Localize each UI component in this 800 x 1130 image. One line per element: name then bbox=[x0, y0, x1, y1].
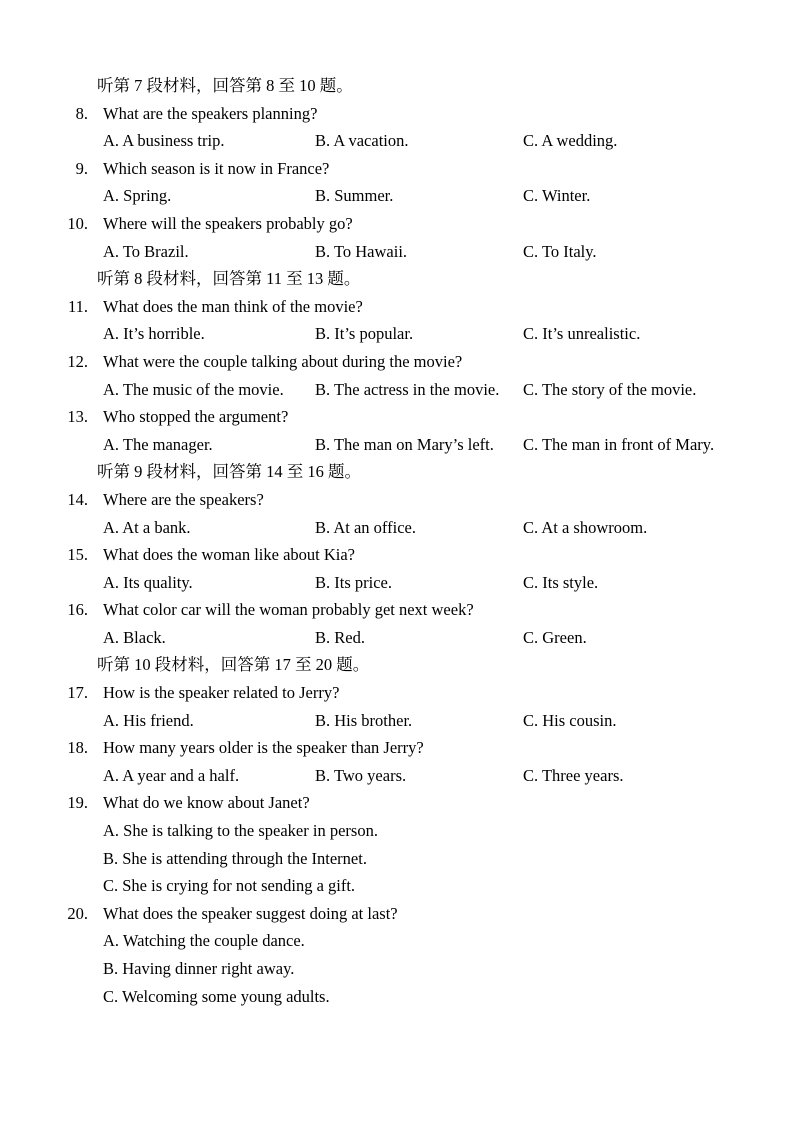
option-c: C. At a showroom. bbox=[523, 517, 648, 537]
option-a: A. Black. bbox=[103, 627, 166, 647]
question-text: How is the speaker related to Jerry? bbox=[103, 683, 340, 703]
option-c: C. The story of the movie. bbox=[523, 379, 697, 399]
question-row bbox=[0, 210, 800, 238]
options-row bbox=[103, 127, 800, 155]
option-c: C. It’s unrealistic. bbox=[523, 324, 641, 344]
question-number: 13. bbox=[67, 407, 88, 427]
question-text: What color car will the woman probably get next week? bbox=[103, 600, 474, 620]
question-row bbox=[0, 734, 800, 762]
option-a: A. The manager. bbox=[103, 434, 213, 454]
question-number: 15. bbox=[67, 545, 88, 565]
option-c: C. To Italy. bbox=[523, 241, 597, 261]
question-row bbox=[0, 486, 800, 514]
option-b: B. Its price. bbox=[315, 572, 392, 592]
section-header: 听第 7 段材料，回答第 8 至 10 题。 bbox=[97, 76, 353, 95]
option-b: B. Summer. bbox=[315, 186, 394, 206]
question-text: Which season is it now in France? bbox=[103, 158, 330, 178]
question-row bbox=[0, 679, 800, 707]
option-b: B. Having dinner right away. bbox=[103, 959, 295, 978]
question-number: 19. bbox=[67, 793, 88, 813]
question-text: Where will the speakers probably go? bbox=[103, 213, 353, 233]
question-text: What does the man think of the movie? bbox=[103, 296, 363, 316]
section-header: 听第 10 段材料，回答第 17 至 20 题。 bbox=[97, 655, 370, 675]
question-number: 10. bbox=[67, 213, 88, 233]
option-a: A. Spring. bbox=[103, 186, 172, 206]
option-b: B. At an office. bbox=[315, 517, 416, 537]
option-c: C. She is crying for not sending a gift. bbox=[103, 876, 356, 896]
option-a: A. His friend. bbox=[103, 710, 194, 730]
options-row bbox=[103, 762, 800, 790]
question-number: 11. bbox=[67, 296, 88, 316]
option-c: C. Welcoming some young adults. bbox=[103, 986, 330, 1006]
option-a: A. Its quality. bbox=[103, 572, 193, 592]
question-text: What does the woman like about Kia? bbox=[103, 545, 356, 565]
question-text: How many years older is the speaker than Jerry? bbox=[103, 738, 424, 758]
option-a: A. At a bank. bbox=[103, 517, 191, 537]
option-b: B. Two years. bbox=[315, 765, 407, 785]
option-a: A. She is talking to the speaker in person. bbox=[103, 821, 378, 841]
question-row bbox=[0, 789, 800, 817]
option-b: B. She is attending through the Internet. bbox=[103, 848, 367, 868]
question-text: Where are the speakers? bbox=[103, 489, 264, 509]
question-number: 12. bbox=[67, 351, 88, 371]
question-list bbox=[0, 72, 800, 1010]
option-a: A. To Brazil. bbox=[103, 241, 189, 261]
options-row bbox=[103, 431, 800, 459]
question-text: What does the speaker suggest doing at last? bbox=[103, 903, 398, 923]
question-row bbox=[0, 100, 800, 128]
option-c: C. Winter. bbox=[523, 186, 591, 206]
option-a: A. It’s horrible. bbox=[103, 324, 205, 344]
option-b: B. It’s popular. bbox=[315, 324, 414, 344]
option-b: B. To Hawaii. bbox=[315, 241, 408, 261]
option-a: A. Watching the couple dance. bbox=[103, 931, 305, 951]
option-c: C. The man in front of Mary. bbox=[523, 434, 715, 454]
question-number: 20. bbox=[67, 903, 88, 923]
option-c: C. Its style. bbox=[523, 572, 599, 592]
question-row bbox=[0, 155, 800, 183]
section-header: 听第 9 段材料，回答第 14 至 16 题。 bbox=[97, 462, 361, 482]
option-c: C. Green. bbox=[523, 627, 587, 647]
question-text: What were the couple talking about during the movie? bbox=[103, 351, 463, 371]
question-number: 8. bbox=[75, 103, 88, 123]
option-b: B. His brother. bbox=[315, 710, 413, 730]
options-row bbox=[103, 569, 800, 597]
options-row bbox=[103, 707, 800, 735]
option-b: B. Red. bbox=[315, 627, 365, 647]
option-a: A. A year and a half. bbox=[103, 765, 240, 785]
question-row bbox=[0, 541, 800, 569]
option-b: B. The man on Mary’s left. bbox=[315, 434, 494, 454]
question-number: 14. bbox=[67, 489, 88, 509]
option-b: B. A vacation. bbox=[315, 131, 409, 151]
question-text: What are the speakers planning? bbox=[103, 103, 318, 123]
section-header: 听第 8 段材料，回答第 11 至 13 题。 bbox=[97, 269, 361, 289]
option-a: A. The music of the movie. bbox=[103, 379, 284, 399]
options-row bbox=[103, 320, 800, 348]
options-row bbox=[103, 238, 800, 266]
option-c: C. His cousin. bbox=[523, 710, 617, 730]
question-row bbox=[0, 403, 800, 431]
question-row bbox=[0, 596, 800, 624]
options-row bbox=[103, 376, 800, 404]
options-row bbox=[103, 182, 800, 210]
option-b: B. The actress in the movie. bbox=[315, 379, 500, 399]
question-number: 16. bbox=[67, 600, 88, 620]
question-number: 9. bbox=[75, 158, 88, 178]
option-c: C. A wedding. bbox=[523, 131, 618, 151]
options-row bbox=[103, 514, 800, 542]
option-a: A. A business trip. bbox=[103, 131, 225, 151]
option-c: C. Three years. bbox=[523, 765, 624, 785]
question-text: What do we know about Janet? bbox=[103, 793, 310, 813]
question-text: Who stopped the argument? bbox=[103, 407, 289, 427]
question-row bbox=[0, 293, 800, 321]
options-row bbox=[103, 624, 800, 652]
question-row bbox=[0, 900, 800, 928]
question-number: 18. bbox=[67, 738, 88, 758]
question-row bbox=[0, 348, 800, 376]
question-number: 17. bbox=[67, 683, 88, 703]
